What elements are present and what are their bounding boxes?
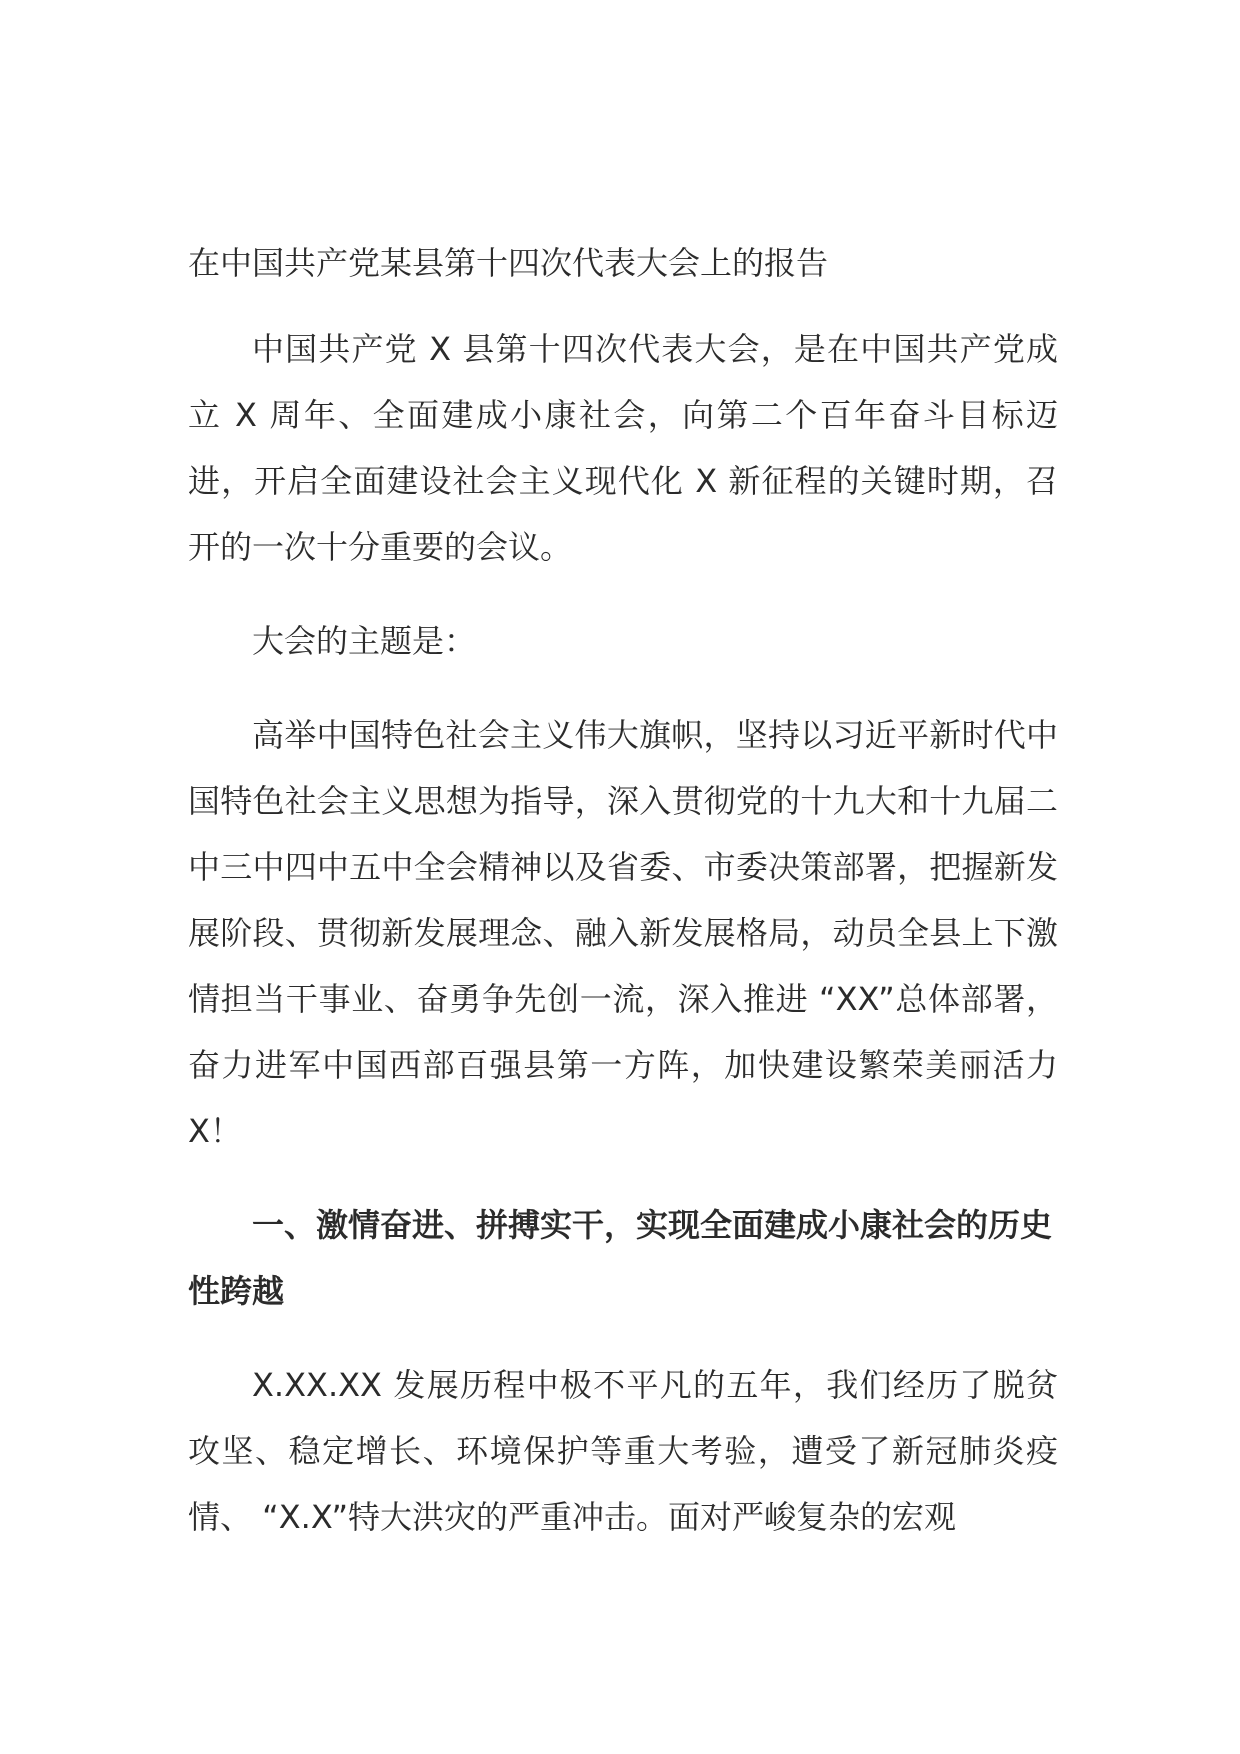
paragraph-theme-label: 大会的主题是： [252,622,477,660]
document-body [188,230,1058,1578]
paragraph-section-one: X.XX.XX 发展历程中极不平凡的五年，我们经历了脱贫攻坚、稳定增长、环境保护等重大考验，遭受了新冠肺炎疫情、 “X.X”特大洪灾的严重冲击。面对严峻复杂的宏观 [188,1366,1058,1536]
document-title: 在中国共产党某县第十四次代表大会上的报告 [188,244,829,282]
section-heading: 一、激情奋进、拼搏实干，实现全面建成小康社会的历史性跨越 [188,1206,1053,1310]
paragraph-theme: 高举中国特色社会主义伟大旗帜，坚持以习近平新时代中国特色社会主义思想为指导，深入贯彻党的十九大和十九届二中三中四中五中全会精神以及省委、市委决策部署，把握新发展阶段、贯彻新发展理念、融入新发展格局，动员全县上下激情担当干事业、奋勇争先创一流，深入推进 “XX”总体部署，奋力进军中国西部百强县第一方阵，加快建设繁荣美丽活力 X！ [188,716,1058,1150]
paragraph-intro: 中国共产党 X 县第十四次代表大会，是在中国共产党成立 X 周年、全面建成小康社会，向第二个百年奋斗目标迈进，开启全面建设社会主义现代化 X 新征程的关键时期，召开的一次十分重要的会议。 [188,330,1058,566]
